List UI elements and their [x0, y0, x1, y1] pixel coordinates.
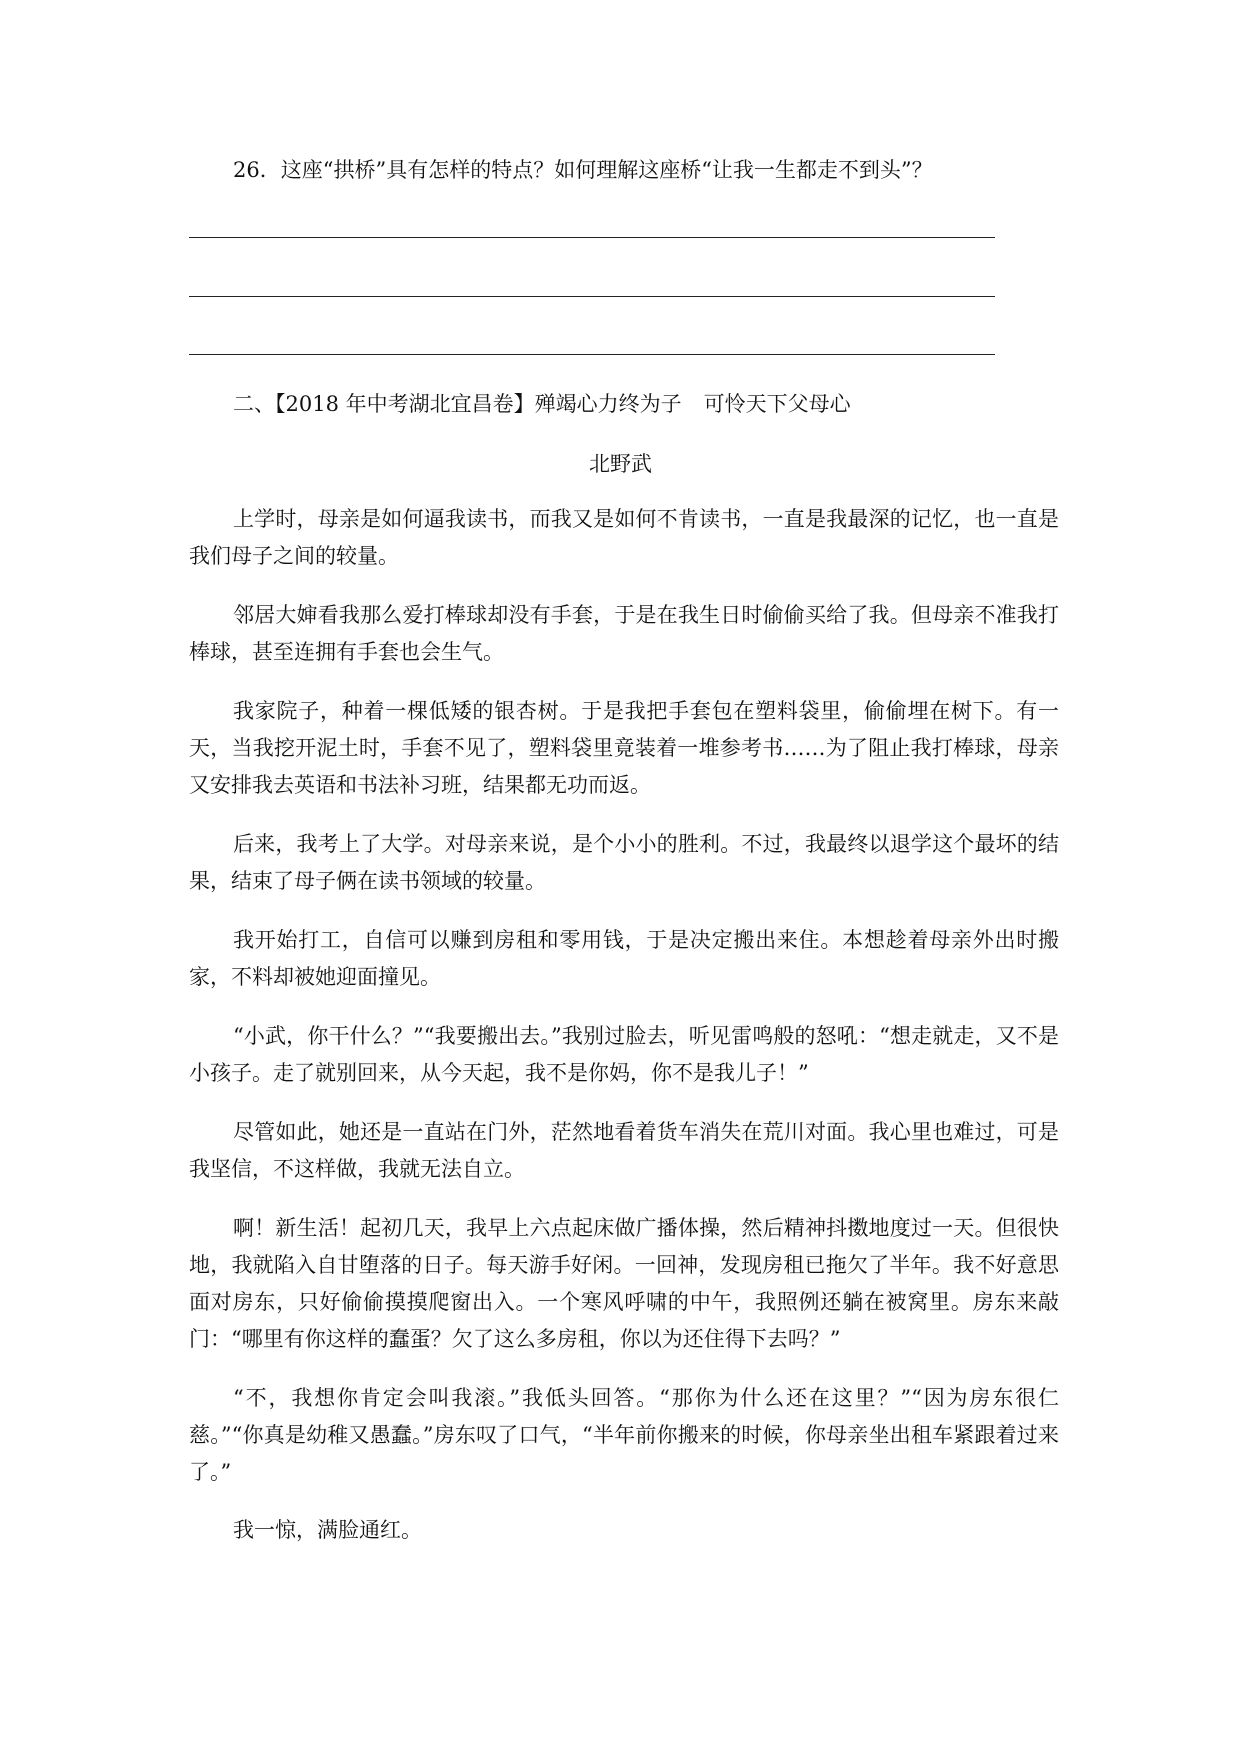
answer-line[interactable] [189, 354, 995, 355]
paragraph: “不，我想你肯定会叫我滚。”我低头回答。“那你为什么还在这里？”“因为房东很仁慈。”“你真是幼稚又愚蠢。”房东叹了口气，“半年前你搬来的时候，你母亲坐出租车紧跟着过来了。” [189, 1386, 1059, 1484]
paragraph: 我开始打工，自信可以赚到房租和零用钱，于是决定搬出来住。本想趁着母亲外出时搬家，不料却被她迎面撞见。 [189, 928, 1059, 989]
paragraph: 邻居大婶看我那么爱打棒球却没有手套，于是在我生日时偷偷买给了我。但母亲不准我打棒球，甚至连拥有手套也会生气。 [189, 603, 1059, 664]
section-heading: 二、【2018 年中考湖北宜昌卷】殚竭心力终为子 [233, 392, 682, 416]
answer-line[interactable] [189, 296, 995, 297]
author-name: 北野武 [589, 452, 652, 476]
paragraph: 上学时，母亲是如何逼我读书，而我又是如何不肯读书，一直是我最深的记忆，也一直是我们母子之间的较量。 [189, 507, 1059, 568]
section-subheading: 可怜天下父母心 [703, 392, 851, 416]
section-title [233, 389, 851, 419]
paragraph: 尽管如此，她还是一直站在门外，茫然地看着货车消失在荒川对面。我心里也难过，可是我坚信，不这样做，我就无法自立。 [189, 1120, 1059, 1181]
question-26: 26．这座“拱桥”具有怎样的特点？如何理解这座桥“让我一生都走不到头”？ [233, 158, 933, 182]
answer-line[interactable] [189, 237, 995, 238]
paragraph: 啊！新生活！起初几天，我早上六点起床做广播体操，然后精神抖擞地度过一天。但很快地，我就陷入自甘堕落的日子。每天游手好闲。一回神，发现房租已拖欠了半年。我不好意思面对房东，只好偷偷摸摸爬窗出入。一个寒风呼啸的中午，我照例还躺在被窝里。房东来敲门：“哪里有你这样的蠢蛋？欠了这么多房租，你以为还住得下去吗？” [189, 1216, 1059, 1351]
paragraph: 我家院子，种着一棵低矮的银杏树。于是我把手套包在塑料袋里，偷偷埋在树下。有一天，当我挖开泥土时，手套不见了，塑料袋里竟装着一堆参考书……为了阻止我打棒球，母亲又安排我去英语和书法补习班，结果都无功而返。 [189, 699, 1059, 797]
paragraph: “小武，你干什么？”“我要搬出去。”我别过脸去，听见雷鸣般的怒吼：“想走就走，又不是小孩子。走了就别回来，从今天起，我不是你妈，你不是我儿子！” [189, 1024, 1059, 1085]
paragraph: 我一惊，满脸通红。 [233, 1518, 422, 1542]
paragraph: 后来，我考上了大学。对母亲来说，是个小小的胜利。不过，我最终以退学这个最坏的结果，结束了母子俩在读书领域的较量。 [189, 832, 1059, 893]
